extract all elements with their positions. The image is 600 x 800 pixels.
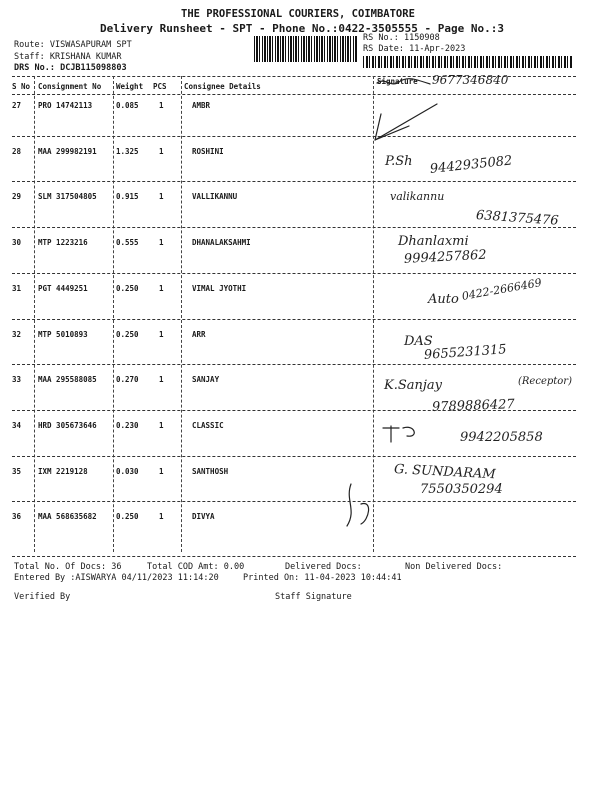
delivered-docs: Delivered Docs: [285,562,362,572]
cell-sno: 34 [12,421,22,430]
total-cod: Total COD Amt: 0.00 [147,562,245,572]
cell-consignment: MAA 295588085 [38,375,97,384]
sig-r35-phone: 7550350294 [420,482,503,497]
cell-sno: 29 [12,192,22,201]
drs-label: DRS No.: [14,63,55,73]
row-divider [12,136,576,137]
col-weight: Weight [116,82,144,91]
cell-sno: 28 [12,147,22,156]
cell-pcs: 1 [159,192,164,201]
cell-weight: 0.250 [116,284,139,293]
cell-pcs: 1 [159,101,164,110]
cell-sno: 33 [12,375,22,384]
header-bottom-rule [12,94,576,95]
sig-r33-phone: 9789886427 [431,397,515,415]
row-divider [12,227,576,228]
cell-consignment: IXM 2219128 [38,467,88,476]
rs-no-value: 1150908 [403,33,440,43]
row-divider [12,181,576,182]
sig-r30-name: Dhanlaxmi [398,234,469,249]
route-value: VISWASAPURAM SPT [49,40,132,50]
cell-consignment: MAA 568635682 [38,512,97,521]
sig-r29-phone: 6381375476 [475,208,560,229]
sig-r35-name: G. SUNDARAM [393,462,496,483]
row-divider [12,456,576,457]
cell-weight: 0.085 [116,101,139,110]
row-divider [12,501,576,502]
col-pcs: PCS [153,82,167,91]
cell-pcs: 1 [159,238,164,247]
cell-consignee: SANJAY [192,375,220,384]
sig-r32-name: DAS [404,334,433,349]
cell-pcs: 1 [159,284,164,293]
sig-r33-name: K.Sanjay [384,378,442,393]
cell-consignee: ARR [192,330,206,339]
cell-consignment: MAA 299982191 [38,147,97,156]
runsheet-title: Delivery Runsheet - SPT - Phone No.:0422-3505555 - Page No.:3 [100,22,504,35]
barcode-image [254,36,358,62]
route-line [14,40,132,50]
cell-sno: 31 [12,284,22,293]
cell-weight: 0.250 [116,330,139,339]
cell-consignee: AMBR [192,101,211,110]
cell-sno: 36 [12,512,22,521]
sig-r31-phone: 0422-2666469 [460,276,543,303]
cell-pcs: 1 [159,375,164,384]
divider-sno [34,76,35,552]
divider-consignment [113,76,114,552]
cell-weight: 0.030 [116,467,139,476]
cell-sno: 32 [12,330,22,339]
staff-label: Staff: [14,52,45,62]
staff-signature: Staff Signature [275,592,352,602]
cell-consignee: ROSHINI [192,147,224,156]
cell-weight: 0.915 [116,192,139,201]
rs-date-value: 11-Apr-2023 [409,44,466,54]
col-consignment: Consignment No [38,82,102,91]
sig-r28-phone: 9442935082 [429,153,514,177]
cell-pcs: 1 [159,467,164,476]
row-divider [12,364,576,365]
row-divider [12,319,576,320]
verified-by: Verified By [14,592,71,602]
row-divider [12,273,576,274]
table-bottom-rule [12,556,576,557]
drs-value: DCJB115098803 [60,63,127,73]
cell-weight: 0.230 [116,421,139,430]
sig-header-phone: 9677346840 [432,73,509,87]
company-name: THE PROFESSIONAL COURIERS, COIMBATORE [181,8,415,20]
staff-line [14,52,122,62]
divider-pcs [181,76,182,552]
rs-no-label: RS No.: [363,33,399,43]
cell-weight: 0.555 [116,238,139,247]
sig-r31-name: Auto [428,292,459,307]
col-sno: S No [12,82,31,91]
cell-weight: 0.250 [116,512,139,521]
rs-no-line [363,33,440,43]
entered-by: Entered By :AISWARYA 04/11/2023 11:14:20 [14,573,219,583]
cell-pcs: 1 [159,421,164,430]
route-label: Route: [14,40,45,50]
cell-pcs: 1 [159,330,164,339]
total-docs: Total No. Of Docs: 36 [14,562,122,572]
cell-consignment: PGT 4449251 [38,284,88,293]
signature-r34-scribble [375,424,435,444]
cell-consignee: VALLIKANNU [192,192,238,201]
cell-consignment: PRO 14742113 [38,101,93,110]
sig-r29-name: valikannu [390,190,445,203]
cell-consignee: DHANALAKSAHMI [192,238,251,247]
signature-header-scribble [375,76,435,90]
barcode-strip [363,56,573,68]
drs-line [14,63,127,73]
cell-weight: 1.325 [116,147,139,156]
cell-consignment: MTP 1223216 [38,238,88,247]
staff-value: KRISHANA KUMAR [49,52,122,62]
sig-r30-phone: 9994257862 [403,247,487,267]
sig-r32-phone: 9655231315 [423,342,508,363]
cell-consignee: VIMAL JYOTHI [192,284,247,293]
sig-r33-note: (Receptor) [518,376,572,387]
cell-consignee: DIVYA [192,512,215,521]
sig-r28-name: P.Sh [385,154,413,169]
printed-on: Printed On: 11-04-2023 10:44:41 [243,573,402,583]
col-consignee: Consignee Details [184,82,261,91]
cell-pcs: 1 [159,512,164,521]
col-signature: Signature [377,77,418,86]
rs-date-line [363,44,465,54]
cell-consignment: SLM 317504805 [38,192,97,201]
sig-r34-phone: 9942205858 [460,430,543,445]
cell-pcs: 1 [159,147,164,156]
signature-r36-scribble [343,480,383,530]
cell-sno: 35 [12,467,22,476]
rs-date-label: RS Date: [363,44,404,54]
cell-consignee: CLASSIC [192,421,224,430]
non-delivered-docs: Non Delivered Docs: [405,562,503,572]
cell-weight: 0.270 [116,375,139,384]
cell-consignment: MTP 5010893 [38,330,88,339]
row27-check-mark [375,100,455,150]
cell-sno: 27 [12,101,22,110]
cell-consignment: HRD 305673646 [38,421,97,430]
cell-sno: 30 [12,238,22,247]
cell-consignee: SANTHOSH [192,467,229,476]
